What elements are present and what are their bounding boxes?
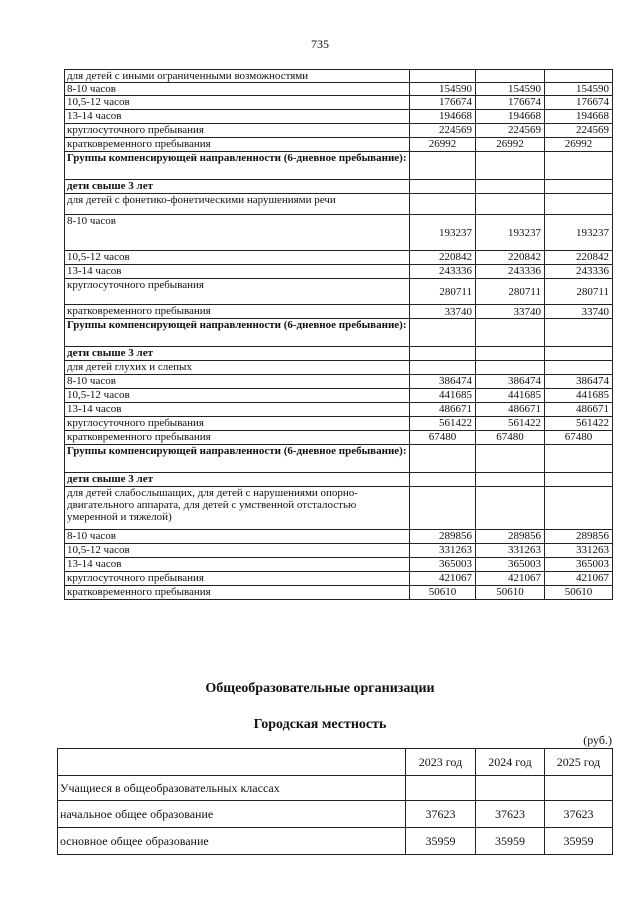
value-cell-2024: 243336	[476, 265, 545, 279]
value-cell-2025	[545, 194, 613, 215]
value-cell-2025: 280711	[545, 279, 613, 305]
row-label: для детей глухих и слепых	[65, 361, 410, 375]
row-label: Группы компенсирующей направленности (6-дневное пребывание):	[65, 445, 410, 473]
table-row	[58, 776, 613, 801]
value-cell-2024: 220842	[476, 251, 545, 265]
value-cell-2024: 154590	[476, 83, 545, 96]
row-label: 13-14 часов	[65, 558, 410, 572]
value-cell-2024: 224569	[476, 124, 545, 138]
value-cell-2024: 37623	[476, 801, 545, 828]
value-cell-2023	[410, 152, 476, 180]
value-cell-2025: 421067	[545, 572, 613, 586]
value-cell-2023	[410, 361, 476, 375]
value-cell-2025	[545, 70, 613, 83]
value-cell-2023	[410, 347, 476, 361]
value-cell-2024	[476, 487, 545, 530]
value-cell-2025: 67480	[545, 431, 613, 445]
row-label: 13-14 часов	[65, 265, 410, 279]
value-cell-2024: 386474	[476, 375, 545, 389]
value-cell-2025: 50610	[545, 586, 613, 600]
table-row	[65, 265, 613, 279]
value-cell-2023	[410, 487, 476, 530]
table-row	[65, 152, 613, 180]
row-label: 8-10 часов	[65, 215, 410, 251]
value-cell-2023: 441685	[410, 389, 476, 403]
value-cell-2024: 280711	[476, 279, 545, 305]
value-cell-2025: 331263	[545, 544, 613, 558]
subsection-title: Городская местность	[253, 717, 387, 732]
value-cell-2023: 26992	[410, 138, 476, 152]
section-title: Общеобразовательные организации	[205, 681, 435, 696]
row-label: для детей с фонетико-фонетическими нарушениями речи	[65, 194, 410, 215]
value-cell-2025: 154590	[545, 83, 613, 96]
value-cell-2024	[476, 180, 545, 194]
value-cell-2024: 176674	[476, 96, 545, 110]
value-cell-2024: 67480	[476, 431, 545, 445]
column-header: 2024 год	[476, 749, 545, 776]
table-row	[65, 361, 613, 375]
page-number: 735	[311, 37, 329, 51]
row-label: кратковременного пребывания	[65, 138, 410, 152]
value-cell-2023: 67480	[410, 431, 476, 445]
value-cell-2023: 154590	[410, 83, 476, 96]
row-label: для детей с иными ограниченными возможностями	[65, 70, 410, 83]
value-cell-2024: 26992	[476, 138, 545, 152]
value-cell-2025	[545, 361, 613, 375]
value-cell-2025: 37623	[545, 801, 613, 828]
value-cell-2023	[410, 180, 476, 194]
table-row	[65, 487, 613, 530]
value-cell-2025: 243336	[545, 265, 613, 279]
row-label: круглосуточного пребывания	[65, 417, 410, 431]
table-row	[65, 194, 613, 215]
value-cell-2024	[476, 194, 545, 215]
value-cell-2023: 50610	[410, 586, 476, 600]
table-row	[65, 544, 613, 558]
table-row	[65, 305, 613, 319]
row-label: Группы компенсирующей направленности (6-дневное пребывание):	[65, 152, 410, 180]
value-cell-2023: 280711	[410, 279, 476, 305]
value-cell-2025	[545, 776, 613, 801]
value-cell-2025: 194668	[545, 110, 613, 124]
value-cell-2025: 224569	[545, 124, 613, 138]
row-label: 10,5-12 часов	[65, 251, 410, 265]
value-cell-2023: 289856	[410, 530, 476, 544]
table-row	[58, 828, 613, 855]
row-label: 10,5-12 часов	[65, 96, 410, 110]
value-cell-2023	[410, 473, 476, 487]
value-cell-2023: 194668	[410, 110, 476, 124]
value-cell-2025: 561422	[545, 417, 613, 431]
table-row	[65, 251, 613, 265]
table-row	[65, 70, 613, 83]
value-cell-2024: 365003	[476, 558, 545, 572]
value-cell-2023: 220842	[410, 251, 476, 265]
value-cell-2024	[476, 445, 545, 473]
row-label: круглосуточного пребывания	[65, 279, 410, 305]
value-cell-2023: 486671	[410, 403, 476, 417]
value-cell-2025	[545, 180, 613, 194]
row-label: Учащиеся в общеобразовательных классах	[58, 776, 406, 801]
table-row	[65, 215, 613, 251]
row-label: кратковременного пребывания	[65, 586, 410, 600]
table-row	[58, 801, 613, 828]
value-cell-2023: 386474	[410, 375, 476, 389]
value-cell-2025: 26992	[545, 138, 613, 152]
row-label: дети свыше 3 лет	[65, 180, 410, 194]
value-cell-2025	[545, 473, 613, 487]
table-row	[65, 279, 613, 305]
value-cell-2025: 486671	[545, 403, 613, 417]
table-row	[65, 319, 613, 347]
value-cell-2025	[545, 152, 613, 180]
row-label: начальное общее образование	[58, 801, 406, 828]
table-row	[65, 110, 613, 124]
table-row	[65, 375, 613, 389]
row-label: 8-10 часов	[65, 530, 410, 544]
row-label: для детей слабослышащих, для детей с нарушениями опорно-двигательного аппарата, для детей с умственной отсталостью умеренной и тяжелой)	[65, 487, 410, 530]
value-cell-2023: 365003	[410, 558, 476, 572]
value-cell-2025: 441685	[545, 389, 613, 403]
value-cell-2024: 561422	[476, 417, 545, 431]
value-cell-2024	[476, 152, 545, 180]
value-cell-2024: 193237	[476, 215, 545, 251]
value-cell-2024: 50610	[476, 586, 545, 600]
table-row	[65, 180, 613, 194]
table-row	[65, 403, 613, 417]
value-cell-2024: 421067	[476, 572, 545, 586]
value-cell-2023	[406, 776, 476, 801]
value-cell-2025: 220842	[545, 251, 613, 265]
value-cell-2024: 331263	[476, 544, 545, 558]
value-cell-2025	[545, 319, 613, 347]
value-cell-2025: 33740	[545, 305, 613, 319]
value-cell-2024: 33740	[476, 305, 545, 319]
value-cell-2023: 243336	[410, 265, 476, 279]
value-cell-2023	[410, 194, 476, 215]
value-cell-2025: 289856	[545, 530, 613, 544]
row-label: Группы компенсирующей направленности (6-дневное пребывание):	[65, 319, 410, 347]
value-cell-2024	[476, 70, 545, 83]
column-header: 2023 год	[406, 749, 476, 776]
value-cell-2024	[476, 473, 545, 487]
tariff-table-preschool	[64, 69, 613, 600]
table-row	[65, 586, 613, 600]
row-label: круглосуточного пребывания	[65, 124, 410, 138]
header-row	[58, 749, 613, 776]
tariff-table-schools	[57, 748, 613, 855]
table-row	[65, 138, 613, 152]
table-row	[65, 96, 613, 110]
table-row	[65, 83, 613, 96]
value-cell-2025: 386474	[545, 375, 613, 389]
table-row	[65, 431, 613, 445]
table-row	[65, 347, 613, 361]
value-cell-2023: 37623	[406, 801, 476, 828]
row-label: кратковременного пребывания	[65, 431, 410, 445]
value-cell-2025: 176674	[545, 96, 613, 110]
value-cell-2023: 561422	[410, 417, 476, 431]
value-cell-2025: 193237	[545, 215, 613, 251]
table-row	[65, 124, 613, 138]
value-cell-2023	[410, 445, 476, 473]
value-cell-2024: 441685	[476, 389, 545, 403]
unit-label: (руб.)	[583, 733, 612, 747]
table-row	[65, 417, 613, 431]
row-label: кратковременного пребывания	[65, 305, 410, 319]
value-cell-2024: 194668	[476, 110, 545, 124]
value-cell-2024: 35959	[476, 828, 545, 855]
row-label: круглосуточного пребывания	[65, 572, 410, 586]
row-label: 10,5-12 часов	[65, 389, 410, 403]
table-row	[65, 473, 613, 487]
value-cell-2023	[410, 70, 476, 83]
row-label: основное общее образование	[58, 828, 406, 855]
table-row	[65, 558, 613, 572]
value-cell-2023: 224569	[410, 124, 476, 138]
value-cell-2024: 486671	[476, 403, 545, 417]
column-header	[58, 749, 406, 776]
value-cell-2023: 193237	[410, 215, 476, 251]
table-row	[65, 572, 613, 586]
table-row	[65, 389, 613, 403]
value-cell-2023: 176674	[410, 96, 476, 110]
value-cell-2025	[545, 347, 613, 361]
value-cell-2025: 365003	[545, 558, 613, 572]
value-cell-2023: 331263	[410, 544, 476, 558]
table-row	[65, 445, 613, 473]
value-cell-2024	[476, 776, 545, 801]
value-cell-2025: 35959	[545, 828, 613, 855]
value-cell-2023: 421067	[410, 572, 476, 586]
row-label: дети свыше 3 лет	[65, 347, 410, 361]
value-cell-2024	[476, 361, 545, 375]
row-label: дети свыше 3 лет	[65, 473, 410, 487]
column-header: 2025 год	[545, 749, 613, 776]
row-label: 8-10 часов	[65, 375, 410, 389]
value-cell-2024	[476, 319, 545, 347]
row-label: 10,5-12 часов	[65, 544, 410, 558]
value-cell-2023	[410, 319, 476, 347]
value-cell-2023: 33740	[410, 305, 476, 319]
row-label: 8-10 часов	[65, 83, 410, 96]
table-row	[65, 530, 613, 544]
row-label: 13-14 часов	[65, 403, 410, 417]
value-cell-2023: 35959	[406, 828, 476, 855]
value-cell-2025	[545, 445, 613, 473]
value-cell-2024	[476, 347, 545, 361]
value-cell-2024: 289856	[476, 530, 545, 544]
row-label: 13-14 часов	[65, 110, 410, 124]
value-cell-2025	[545, 487, 613, 530]
